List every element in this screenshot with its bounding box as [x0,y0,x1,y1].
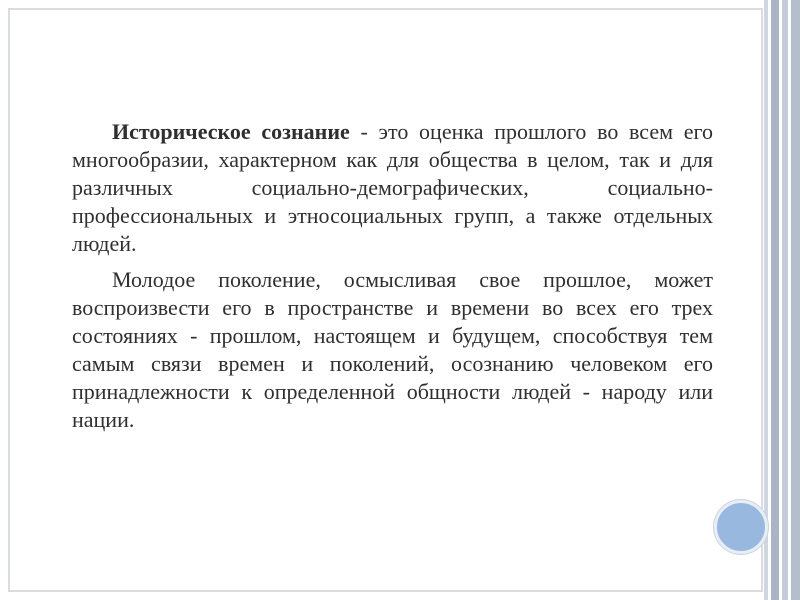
decorative-stripes [764,0,800,600]
definition-paragraph [72,118,713,258]
body-paragraph: Молодое поколение, осмысливая свое прошлое, может воспроизвести его в пространстве и времени во всех его трех состояниях - прошлом, настоящем и будущем, способствуя тем самым связи времен и поколений, осознанию человеком его принадлежности к определенной общности людей - народу или нации. [72,267,713,432]
defined-term: Историческое сознание [112,119,350,144]
stripe [791,0,800,600]
definition-text: - это оценка прошлого во всем его многообразии, характерном как для общества в целом, так и для различных социально-демографических, социально-профессиональных и этносоциальных групп, а также отдельных людей. [72,119,713,256]
slide-body [72,118,713,434]
stripe [771,0,779,600]
decorative-circle [714,500,768,554]
